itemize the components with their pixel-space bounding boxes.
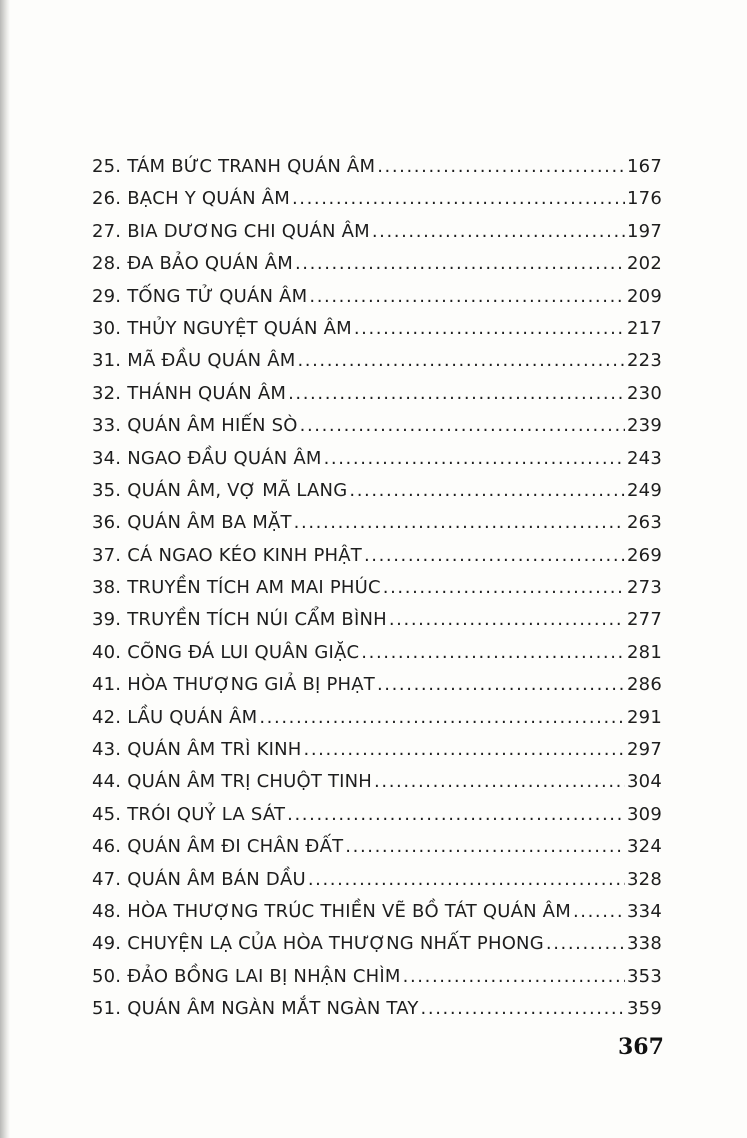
entry-number: 35. <box>92 479 122 501</box>
dot-leader <box>377 151 625 183</box>
dot-leader <box>304 734 626 766</box>
entry-number: 36. <box>92 512 122 534</box>
entry-page: 167 <box>627 156 662 177</box>
entry-title: TỐNG TỬ QUÁN ÂM <box>127 285 308 307</box>
entry-page: 269 <box>627 544 662 566</box>
entry-title: CHUYỆN LẠ CỦA HÒA THƯỢNG NHẤT PHONG <box>127 933 544 955</box>
entry-title: THÁNH QUÁN ÂM <box>127 382 287 404</box>
toc-entry <box>92 248 662 280</box>
entry-number: 39. <box>92 609 122 631</box>
toc-entry <box>92 831 662 863</box>
entry-title: QUÁN ÂM NGÀN MẮT NGÀN TAY <box>127 998 419 1020</box>
entry-number: 47. <box>92 868 122 890</box>
toc-entry <box>92 928 662 960</box>
entry-title: BIA DƯƠNG CHI QUÁN ÂM <box>127 220 370 242</box>
entry-number: 30. <box>92 317 122 339</box>
toc-entry <box>92 766 662 798</box>
dot-leader <box>421 993 625 1025</box>
page-number: 367 <box>618 1034 664 1060</box>
toc-entry <box>92 637 662 669</box>
entry-title: THỦY NGUYỆT QUÁN ÂM <box>127 317 352 339</box>
entry-title: ĐA BẢO QUÁN ÂM <box>127 253 293 275</box>
entry-number: 27. <box>92 220 122 242</box>
entry-page: 273 <box>627 577 662 599</box>
entry-number: 34. <box>92 447 122 469</box>
entry-number: 26. <box>92 188 122 210</box>
entry-title: TÁM BỨC TRANH QUÁN ÂM <box>127 156 376 177</box>
entry-page: 263 <box>627 512 662 534</box>
entry-page: 309 <box>627 803 662 825</box>
entry-page: 230 <box>627 382 662 404</box>
dot-leader <box>309 281 625 313</box>
toc-entry <box>92 961 662 993</box>
entry-page: 334 <box>627 900 662 922</box>
toc-entry <box>92 734 662 766</box>
dot-leader <box>403 961 625 993</box>
dot-leader <box>546 928 625 960</box>
dot-leader <box>364 540 625 572</box>
dot-leader <box>297 345 625 377</box>
entry-number: 28. <box>92 253 122 275</box>
entry-title: LẦU QUÁN ÂM <box>127 706 258 728</box>
toc-entry <box>92 864 662 896</box>
entry-number: 48. <box>92 900 122 922</box>
entry-number: 31. <box>92 350 122 372</box>
dot-leader <box>295 248 625 280</box>
page-edge-shadow <box>0 0 10 1138</box>
toc-entry <box>92 475 662 507</box>
dot-leader <box>372 216 625 248</box>
entry-number: 42. <box>92 706 122 728</box>
dot-leader <box>389 604 625 636</box>
entry-title: MÃ ĐẦU QUÁN ÂM <box>127 350 296 372</box>
entry-page: 353 <box>627 965 662 987</box>
toc-entry <box>92 183 662 215</box>
dot-leader <box>288 378 625 410</box>
dot-leader <box>383 572 625 604</box>
entry-number: 41. <box>92 674 122 696</box>
entry-page: 324 <box>627 836 662 858</box>
toc-entry <box>92 378 662 410</box>
entry-number: 51. <box>92 998 122 1020</box>
entry-number: 38. <box>92 577 122 599</box>
toc-entry <box>92 345 662 377</box>
entry-page: 223 <box>627 350 662 372</box>
dot-leader <box>349 475 625 507</box>
entry-page: 249 <box>627 479 662 501</box>
entry-title: TRUYỀN TÍCH NÚI CẨM BÌNH <box>127 609 387 631</box>
entry-page: 297 <box>627 739 662 761</box>
entry-number: 33. <box>92 415 122 437</box>
entry-title: HÒA THƯỢNG TRÚC THIỀN VẼ BỒ TÁT QUÁN ÂM <box>127 900 571 922</box>
toc-entry <box>92 410 662 442</box>
toc-entry <box>92 151 662 183</box>
entry-number: 46. <box>92 836 122 858</box>
entry-page: 243 <box>627 447 662 469</box>
entry-page: 197 <box>627 220 662 242</box>
entry-page: 277 <box>627 609 662 631</box>
entry-number: 44. <box>92 771 122 793</box>
entry-number: 37. <box>92 544 122 566</box>
toc-entry <box>92 540 662 572</box>
toc-entry <box>92 604 662 636</box>
dot-leader <box>345 831 625 863</box>
entry-number: 29. <box>92 285 122 307</box>
entry-number: 49. <box>92 933 122 955</box>
entry-title: ĐẢO BỒNG LAI BỊ NHẬN CHÌM <box>127 965 401 987</box>
entry-title: TRUYỀN TÍCH AM MAI PHÚC <box>127 577 381 599</box>
toc-entry <box>92 507 662 539</box>
entry-title: QUÁN ÂM TRÌ KINH <box>127 739 302 761</box>
entry-page: 291 <box>627 706 662 728</box>
dot-leader <box>361 637 625 669</box>
toc-entry <box>92 572 662 604</box>
entry-page: 217 <box>627 317 662 339</box>
toc-entry <box>92 702 662 734</box>
dot-leader <box>573 896 625 928</box>
dot-leader <box>377 669 625 701</box>
entry-page: 286 <box>627 674 662 696</box>
dot-leader <box>292 183 625 215</box>
entry-number: 45. <box>92 803 122 825</box>
table-of-contents <box>92 151 662 1026</box>
toc-entry <box>92 993 662 1025</box>
dot-leader <box>259 702 625 734</box>
toc-entry <box>92 896 662 928</box>
entry-title: TRÓI QUỶ LA SÁT <box>127 803 286 825</box>
toc-entry <box>92 216 662 248</box>
entry-title: QUÁN ÂM TRỊ CHUỘT TINH <box>127 771 373 793</box>
entry-page: 338 <box>627 933 662 955</box>
entry-title: CÕNG ĐÁ LUI QUÂN GIẶC <box>127 641 360 663</box>
entry-page: 202 <box>627 253 662 275</box>
entry-title: HÒA THƯỢNG GIẢ BỊ PHẠT <box>127 674 375 696</box>
dot-leader <box>294 507 625 539</box>
entry-title: QUÁN ÂM BA MẶT <box>127 512 292 534</box>
entry-title: BẠCH Y QUÁN ÂM <box>127 188 290 210</box>
dot-leader <box>287 799 625 831</box>
entry-title: QUÁN ÂM, VỢ MÃ LANG <box>127 479 348 501</box>
entry-title: QUÁN ÂM BÁN DẦU <box>127 868 306 890</box>
entry-title: QUÁN ÂM HIẾN SÒ <box>127 415 298 437</box>
entry-number: 40. <box>92 641 122 663</box>
entry-title: QUÁN ÂM ĐI CHÂN ĐẤT <box>127 836 344 858</box>
dot-leader <box>324 443 625 475</box>
entry-title: NGAO ĐẦU QUÁN ÂM <box>127 447 322 469</box>
dot-leader <box>374 766 625 798</box>
entry-title: CÁ NGAO KÉO KINH PHẬT <box>127 544 362 566</box>
entry-number: 50. <box>92 965 122 987</box>
toc-entry <box>92 281 662 313</box>
entry-page: 328 <box>627 868 662 890</box>
entry-number: 32. <box>92 382 122 404</box>
entry-page: 209 <box>627 285 662 307</box>
entry-page: 281 <box>627 641 662 663</box>
toc-entry <box>92 669 662 701</box>
dot-leader <box>308 864 625 896</box>
entry-page: 304 <box>627 771 662 793</box>
entry-page: 359 <box>627 998 662 1020</box>
entry-number: 25. <box>92 156 122 177</box>
dot-leader <box>300 410 625 442</box>
toc-entry <box>92 443 662 475</box>
entry-page: 239 <box>627 415 662 437</box>
toc-entry <box>92 313 662 345</box>
toc-entry <box>92 799 662 831</box>
entry-number: 43. <box>92 739 122 761</box>
dot-leader <box>354 313 625 345</box>
entry-page: 176 <box>627 188 662 210</box>
